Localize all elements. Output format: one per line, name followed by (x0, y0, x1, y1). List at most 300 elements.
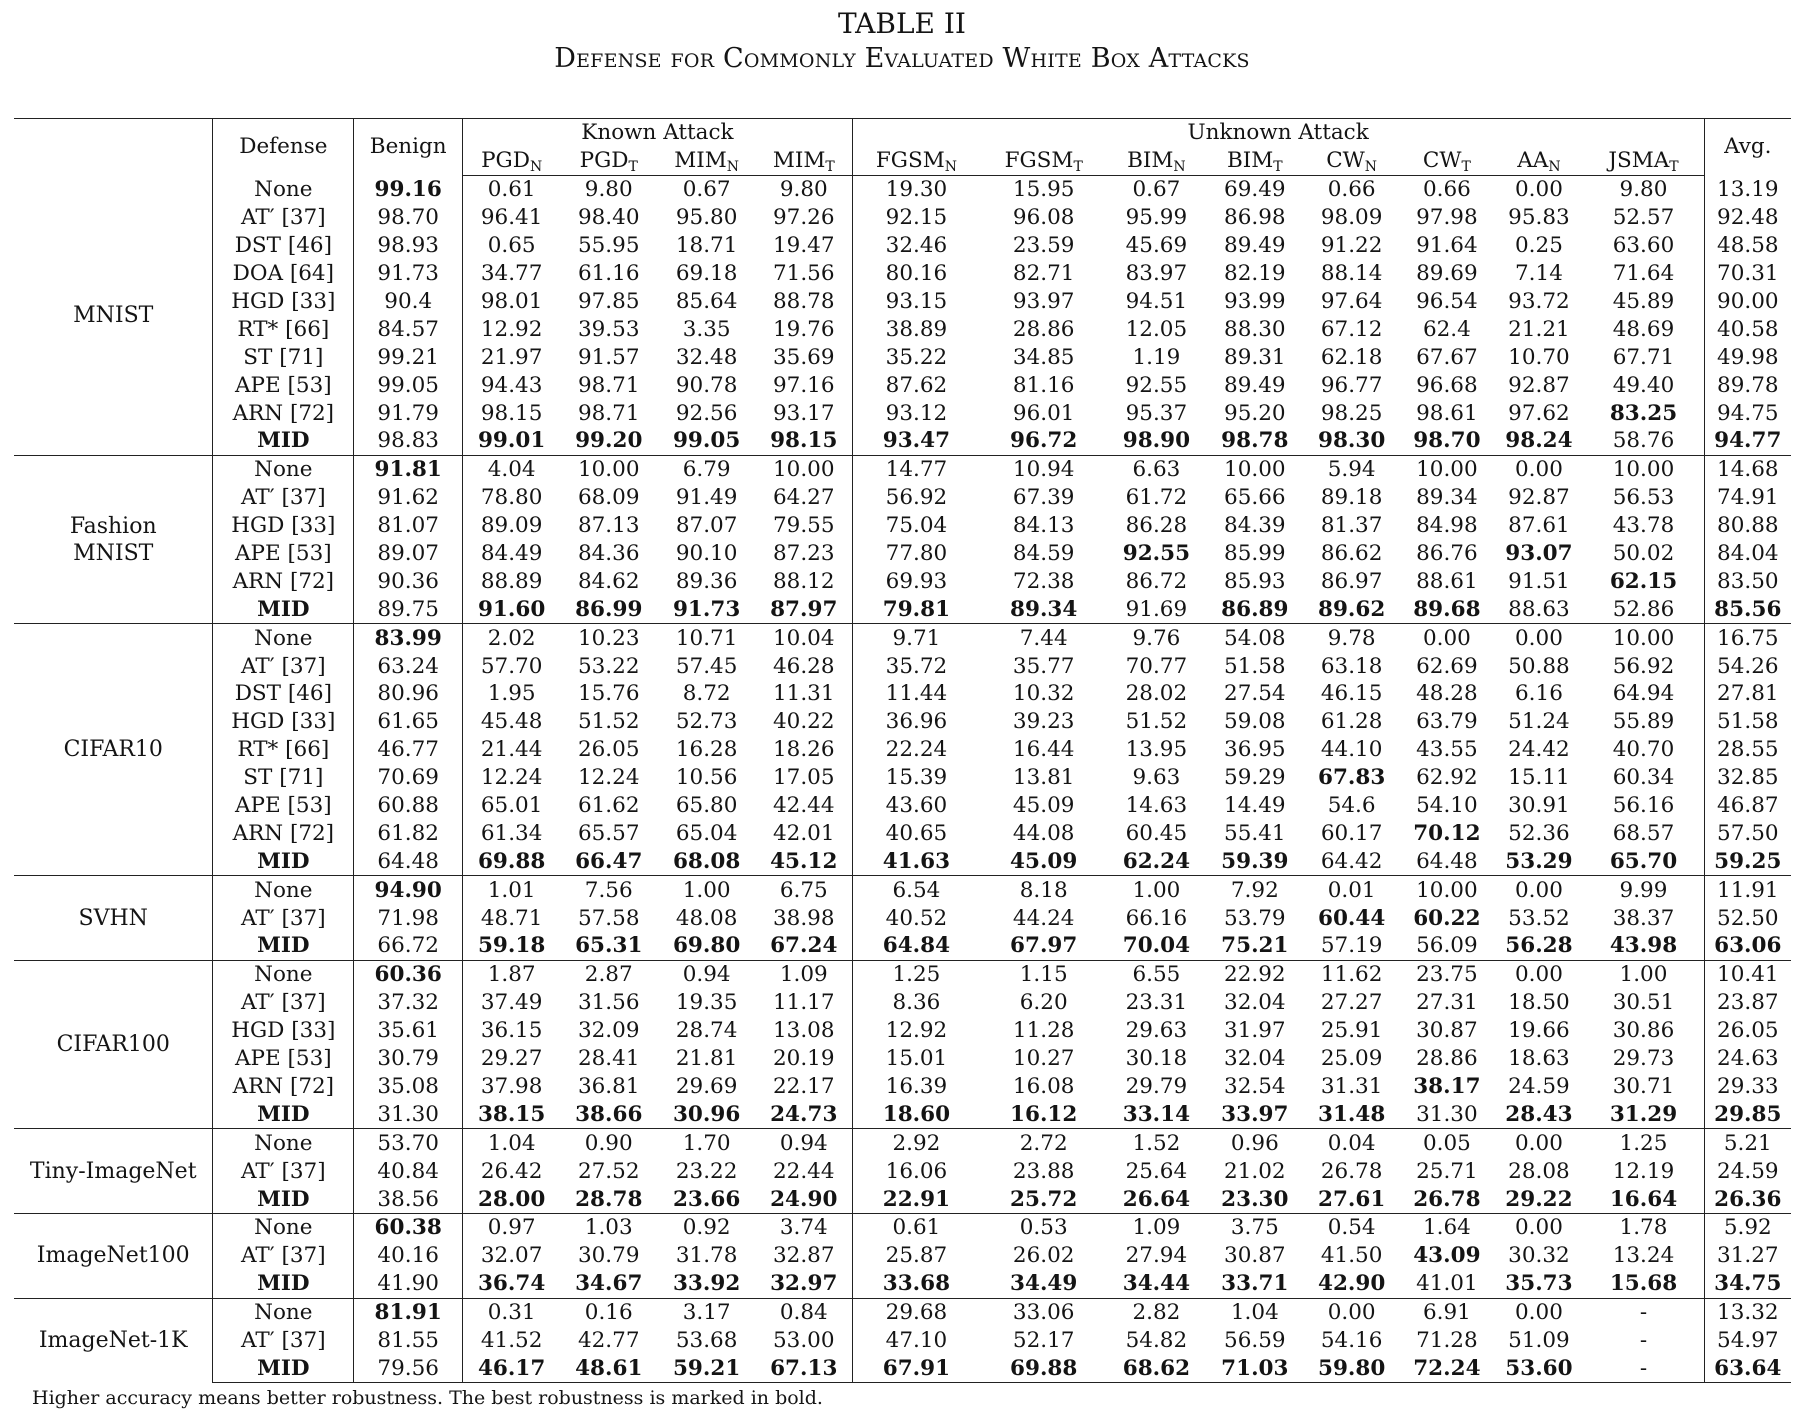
value-cell: 59.21 (657, 1354, 755, 1382)
value-cell: 26.78 (1413, 1186, 1481, 1212)
table-row (14, 371, 1791, 399)
benign-cell: 91.73 (354, 260, 463, 288)
defense-cell: ARN [72] (213, 819, 354, 847)
known-attack-header: Known Attack (463, 119, 852, 148)
defense-cell: None (213, 960, 354, 988)
value-cell: 91.49 (675, 485, 738, 511)
value-cell: 81.37 (1320, 513, 1383, 539)
value-cell: 0.66 (1422, 177, 1471, 203)
value-cell: 44.10 (1320, 737, 1383, 763)
value-cell: 48.08 (675, 905, 738, 931)
results-table-container (14, 118, 1791, 1383)
value-cell: 81.16 (1012, 372, 1075, 398)
value-cell: 0.94 (756, 1129, 852, 1157)
defense-cell: AT′ [37] (213, 1327, 354, 1355)
attack-name: AA (1517, 148, 1549, 173)
value-cell: 86.89 (1221, 596, 1289, 622)
table-row (14, 1213, 1791, 1241)
value-cell: 64.42 (1320, 848, 1383, 874)
benign-cell: 60.88 (354, 792, 463, 820)
value-cell: 11.17 (756, 989, 852, 1017)
value-cell: 60.17 (1320, 820, 1383, 846)
value-cell: - (1583, 1354, 1704, 1382)
value-cell: 0.01 (1304, 876, 1399, 904)
value-cell: 0.61 (487, 177, 536, 203)
value-cell: 51.24 (1508, 709, 1570, 735)
table-subtitle: Defense for Commonly Evaluated White Box Attacks (554, 43, 1250, 74)
defense-cell: ARN [72] (213, 567, 354, 595)
value-cell: 12.05 (1125, 316, 1188, 342)
defense-cell: None (213, 176, 354, 204)
defense-cell: MID (213, 932, 354, 960)
value-cell: 64.94 (1583, 680, 1704, 708)
value-cell: 19.35 (675, 990, 738, 1016)
value-cell: 10.27 (1012, 1046, 1075, 1072)
defense-cell: AT′ [37] (213, 904, 354, 932)
table-row (14, 484, 1791, 512)
value-cell: 56.09 (1416, 933, 1478, 959)
value-cell: 36.96 (885, 709, 948, 735)
value-cell: 33.14 (1122, 1101, 1191, 1127)
value-cell: 52.36 (1508, 820, 1570, 846)
value-cell: 96.68 (1416, 372, 1478, 398)
value-cell: 29.79 (1125, 1073, 1188, 1099)
benign-cell: 81.07 (354, 512, 463, 540)
value-cell: 29.22 (1505, 1186, 1573, 1212)
table-row (14, 847, 1791, 875)
table-row (14, 1073, 1791, 1101)
value-cell: 1.09 (756, 960, 852, 988)
value-cell: 6.16 (1515, 681, 1563, 707)
value-cell: 0.00 (1495, 455, 1584, 483)
value-cell: 9.99 (1583, 876, 1704, 904)
value-cell: 68.57 (1583, 819, 1704, 847)
value-cell: 35.73 (1505, 1271, 1573, 1297)
value-cell: 10.00 (1583, 455, 1704, 483)
value-cell: 3.74 (756, 1213, 852, 1241)
value-cell: 62.18 (1320, 344, 1383, 370)
value-cell: 91.57 (577, 344, 640, 370)
table-row (14, 1045, 1791, 1073)
value-cell: 22.91 (882, 1186, 951, 1212)
value-cell: 10.94 (980, 455, 1107, 483)
value-cell: 40.52 (885, 905, 948, 931)
defense-cell: ST [71] (213, 343, 354, 371)
defense-cell: AT′ [37] (213, 1157, 354, 1185)
value-cell: 1.15 (980, 960, 1107, 988)
table-body (14, 176, 1791, 1383)
value-cell: 93.07 (1505, 541, 1573, 567)
value-cell: 21.02 (1224, 1158, 1286, 1184)
value-cell: 88.30 (1224, 316, 1286, 342)
value-cell: 56.92 (1583, 652, 1704, 680)
value-cell: 13.24 (1583, 1242, 1704, 1270)
value-cell: 34.67 (575, 1271, 643, 1297)
table-row (14, 932, 1791, 960)
value-cell: 97.26 (756, 204, 852, 232)
value-cell: 45.69 (1125, 233, 1188, 259)
value-cell: 86.72 (1125, 568, 1188, 594)
dataset-cell (14, 624, 213, 876)
value-cell: 1.00 (1107, 876, 1205, 904)
value-cell: 53.60 (1495, 1354, 1584, 1382)
table-row (14, 708, 1791, 736)
value-cell: 97.16 (756, 371, 852, 399)
value-cell: 92.55 (1122, 541, 1191, 567)
defense-cell: APE [53] (213, 540, 354, 568)
value-cell: 37.98 (480, 1073, 543, 1099)
dataset-cell (14, 960, 213, 1128)
value-cell: 32.46 (885, 233, 948, 259)
value-cell: 3.35 (682, 316, 731, 342)
avg-cell: 32.85 (1717, 765, 1779, 791)
value-cell: 9.71 (852, 624, 980, 652)
dataset-label: SVHN (78, 905, 148, 931)
defense-cell: APE [53] (213, 371, 354, 399)
value-cell: 48.28 (1416, 681, 1478, 707)
value-cell: 62.15 (1583, 567, 1704, 595)
value-cell: 59.29 (1224, 765, 1286, 791)
defense-header: Defense (213, 119, 354, 176)
value-cell: 13.95 (1125, 737, 1188, 763)
value-cell: 93.12 (885, 400, 948, 426)
avg-cell: 5.92 (1704, 1213, 1791, 1241)
table-row (14, 343, 1791, 371)
value-cell: 67.13 (756, 1354, 852, 1382)
value-cell: 41.52 (480, 1327, 543, 1353)
value-cell: 39.23 (1012, 709, 1075, 735)
value-cell: 10.56 (675, 765, 738, 791)
value-cell: 1.70 (657, 1129, 755, 1157)
benign-cell: 66.72 (354, 932, 463, 960)
value-cell: 11.31 (756, 680, 852, 708)
value-cell: 14.77 (852, 455, 980, 483)
value-cell: 71.56 (756, 260, 852, 288)
value-cell: 53.52 (1508, 905, 1570, 931)
value-cell: 70.04 (1122, 933, 1191, 959)
value-cell: 21.81 (675, 1046, 738, 1072)
value-cell: 28.08 (1508, 1158, 1570, 1184)
value-cell: 89.68 (1413, 596, 1481, 622)
value-cell: 18.71 (675, 233, 738, 259)
value-cell: 10.00 (560, 455, 657, 483)
value-cell: 96.01 (1012, 400, 1075, 426)
value-cell: 2.87 (560, 960, 657, 988)
value-cell: 61.62 (577, 793, 640, 819)
value-cell: 96.41 (480, 205, 543, 231)
value-cell: 65.80 (675, 793, 738, 819)
value-cell: 2.02 (463, 624, 560, 652)
value-cell: 69.93 (885, 568, 948, 594)
value-cell: 86.98 (1224, 205, 1286, 231)
benign-cell: 91.62 (354, 484, 463, 512)
value-cell: 4.04 (463, 455, 560, 483)
avg-cell: 31.27 (1717, 1243, 1779, 1269)
value-cell: 3.17 (657, 1298, 755, 1326)
value-cell: 46.28 (756, 652, 852, 680)
value-cell: 1.87 (463, 960, 560, 988)
value-cell: 1.52 (1107, 1129, 1205, 1157)
value-cell: 84.62 (577, 568, 640, 594)
value-cell: 32.07 (480, 1243, 543, 1269)
value-cell: 57.58 (577, 905, 640, 931)
dataset-cell (14, 876, 213, 961)
value-cell: 98.15 (756, 427, 852, 455)
table-row (14, 764, 1791, 792)
value-cell: 16.39 (885, 1073, 948, 1099)
value-cell: 32.54 (1224, 1073, 1286, 1099)
value-cell: 31.78 (675, 1243, 738, 1269)
value-cell: 17.05 (756, 764, 852, 792)
benign-cell: 98.83 (354, 427, 463, 455)
value-cell: 91.22 (1320, 233, 1383, 259)
value-cell: 28.02 (1125, 681, 1188, 707)
dataset-header (14, 119, 213, 176)
attack-header-pgd-n (463, 147, 560, 176)
value-cell: 38.15 (477, 1101, 546, 1127)
value-cell: 98.71 (577, 372, 640, 398)
value-cell: 9.78 (1304, 624, 1399, 652)
value-cell: 50.02 (1583, 540, 1704, 568)
benign-cell: 41.90 (354, 1270, 463, 1298)
value-cell: 78.80 (480, 485, 543, 511)
value-cell: 61.16 (577, 261, 640, 287)
value-cell: 95.20 (1224, 400, 1286, 426)
table-row (14, 260, 1791, 288)
attack-name: FGSM (1004, 148, 1074, 173)
value-cell: 82.19 (1224, 261, 1286, 287)
value-cell: 62.92 (1416, 765, 1478, 791)
table-row (14, 1354, 1791, 1382)
value-cell: 0.16 (560, 1298, 657, 1326)
table-row (14, 960, 1791, 988)
avg-cell: 10.41 (1704, 960, 1791, 988)
value-cell: 44.24 (1012, 905, 1075, 931)
value-cell: 51.58 (1224, 653, 1286, 679)
value-cell: 45.89 (1583, 288, 1704, 316)
benign-cell: 90.4 (354, 288, 463, 316)
dataset-cell (14, 455, 213, 623)
value-cell: 0.00 (1515, 177, 1563, 203)
value-cell: 29.73 (1583, 1045, 1704, 1073)
benign-cell: 40.84 (354, 1157, 463, 1185)
value-cell: 75.04 (885, 513, 948, 539)
value-cell: 64.48 (1416, 848, 1478, 874)
value-cell: 87.13 (577, 513, 640, 539)
table-row (14, 1100, 1791, 1128)
value-cell: 51.52 (1125, 709, 1188, 735)
defense-cell: None (213, 1213, 354, 1241)
benign-cell: 63.24 (354, 652, 463, 680)
value-cell: 97.64 (1320, 289, 1383, 314)
value-cell: 16.28 (675, 737, 738, 763)
value-cell: 60.45 (1125, 820, 1188, 846)
avg-cell: 14.68 (1704, 455, 1791, 483)
value-cell: 23.88 (1012, 1158, 1075, 1184)
value-cell: 57.70 (480, 653, 543, 679)
value-cell: 69.80 (672, 933, 741, 959)
defense-cell: None (213, 1298, 354, 1326)
value-cell: 12.24 (577, 765, 640, 791)
value-cell: 26.64 (1122, 1186, 1191, 1212)
value-cell: 6.91 (1399, 1298, 1494, 1326)
value-cell: 36.15 (480, 1018, 543, 1044)
defense-cell: DOA [64] (213, 260, 354, 288)
value-cell: 91.73 (672, 596, 741, 622)
value-cell: 35.22 (885, 344, 948, 370)
defense-cell: None (213, 624, 354, 652)
benign-cell: 40.16 (354, 1242, 463, 1270)
value-cell: 62.4 (1422, 316, 1471, 342)
value-cell: 65.04 (675, 820, 738, 846)
value-cell: 45.09 (1010, 848, 1078, 874)
value-cell: 21.97 (480, 344, 543, 370)
avg-cell: 26.05 (1717, 1018, 1779, 1044)
value-cell: - (1583, 1298, 1704, 1326)
value-cell: 0.00 (1304, 1298, 1399, 1326)
value-cell: 71.64 (1583, 260, 1704, 288)
footnote: Higher accuracy means better robustness. The best robustness is marked in bold. (32, 1387, 823, 1409)
value-cell: 93.99 (1224, 289, 1286, 314)
defense-cell: AT′ [37] (213, 1242, 354, 1270)
avg-cell: 51.58 (1717, 709, 1779, 735)
value-cell: 56.28 (1505, 933, 1573, 959)
value-cell: 85.99 (1224, 541, 1286, 567)
value-cell: 98.71 (577, 400, 640, 426)
value-cell: 65.57 (577, 820, 640, 846)
value-cell: 27.52 (577, 1158, 640, 1184)
value-cell: 9.80 (1583, 176, 1704, 204)
table-row (14, 427, 1791, 455)
value-cell: 96.77 (1320, 372, 1383, 398)
value-cell: 28.78 (575, 1186, 643, 1212)
value-cell: 86.99 (575, 596, 643, 622)
attack-subscript: T (1273, 159, 1283, 175)
value-cell: 19.47 (756, 232, 852, 260)
benign-cell: 37.32 (354, 989, 463, 1017)
attack-subscript: T (628, 159, 638, 175)
value-cell: 37.49 (480, 990, 543, 1016)
value-cell: 33.68 (882, 1271, 951, 1297)
value-cell: 83.97 (1125, 261, 1188, 287)
value-cell: 23.75 (1399, 960, 1494, 988)
value-cell: 31.31 (1320, 1073, 1383, 1099)
value-cell: 46.17 (463, 1354, 560, 1382)
value-cell: 67.83 (1317, 765, 1386, 791)
value-cell: 84.98 (1416, 513, 1478, 539)
value-cell: 2.72 (980, 1129, 1107, 1157)
attack-subscript: N (726, 159, 740, 175)
value-cell: 95.99 (1125, 205, 1188, 231)
table-row (14, 315, 1791, 343)
benign-cell: 91.79 (354, 399, 463, 427)
value-cell: 33.97 (1221, 1101, 1289, 1127)
benign-cell: 84.57 (354, 315, 463, 343)
avg-cell: 54.26 (1717, 653, 1779, 679)
value-cell: 21.21 (1508, 316, 1570, 342)
value-cell: 55.41 (1224, 820, 1286, 846)
value-cell: 52.73 (675, 709, 738, 735)
attack-header-bim-n (1107, 147, 1205, 176)
value-cell: 30.91 (1508, 793, 1570, 819)
avg-cell: 24.59 (1717, 1158, 1779, 1184)
value-cell: 88.78 (756, 288, 852, 316)
value-cell: 40.70 (1583, 736, 1704, 764)
value-cell: 10.00 (756, 455, 852, 483)
value-cell: 47.10 (885, 1327, 948, 1353)
value-cell: 61.72 (1125, 485, 1188, 511)
defense-cell: MID (213, 427, 354, 455)
value-cell: 26.78 (1320, 1158, 1383, 1184)
value-cell: 1.04 (463, 1129, 560, 1157)
value-cell: 29.69 (675, 1073, 738, 1099)
value-cell: 94.43 (480, 372, 543, 398)
dataset-label: ImageNet-1K (38, 1328, 188, 1354)
value-cell: 62.69 (1416, 653, 1478, 679)
value-cell: 93.15 (885, 289, 948, 314)
unknown-attack-header: Unknown Attack (852, 119, 1704, 148)
value-cell: 56.53 (1583, 484, 1704, 512)
value-cell: 13.81 (1012, 765, 1075, 791)
value-cell: 82.71 (1012, 261, 1075, 287)
value-cell: 84.39 (1224, 513, 1286, 539)
value-cell: 87.62 (885, 372, 948, 398)
value-cell: 58.76 (1583, 427, 1704, 455)
attack-subscript: T (1669, 159, 1679, 175)
benign-cell: 99.05 (354, 371, 463, 399)
value-cell: 32.04 (1224, 1046, 1286, 1072)
value-cell: 96.08 (1012, 205, 1075, 231)
value-cell: 6.20 (1019, 990, 1068, 1016)
value-cell: 48.71 (480, 905, 543, 931)
attack-header-mim-t (756, 147, 852, 176)
value-cell: 31.56 (577, 990, 640, 1016)
value-cell: 9.63 (1132, 765, 1181, 791)
value-cell: 89.49 (1224, 372, 1286, 398)
value-cell: 43.78 (1583, 512, 1704, 540)
avg-cell: 26.36 (1714, 1186, 1782, 1212)
value-cell: 48.69 (1583, 315, 1704, 343)
value-cell: 0.66 (1327, 177, 1376, 203)
value-cell: 53.22 (577, 653, 640, 679)
value-cell: 27.61 (1317, 1186, 1386, 1212)
attack-name: BIM (1127, 148, 1174, 173)
value-cell: 56.59 (1224, 1327, 1286, 1353)
value-cell: 86.76 (1416, 541, 1478, 567)
value-cell: 36.81 (577, 1073, 640, 1099)
value-cell: 6.79 (657, 455, 755, 483)
value-cell: 98.90 (1122, 428, 1191, 454)
avg-cell: 48.58 (1717, 233, 1779, 259)
value-cell: 10.00 (1206, 455, 1304, 483)
value-cell: 92.87 (1508, 372, 1570, 398)
value-cell: 94.51 (1125, 289, 1188, 314)
table-row (14, 204, 1791, 232)
value-cell: 77.80 (885, 541, 948, 567)
value-cell: 0.05 (1399, 1129, 1494, 1157)
avg-cell: 5.21 (1704, 1129, 1791, 1157)
value-cell: 33.92 (672, 1271, 741, 1297)
value-cell: 0.53 (980, 1213, 1107, 1241)
attack-name: CW (1422, 148, 1462, 173)
value-cell: 49.40 (1583, 371, 1704, 399)
value-cell: 43.60 (885, 793, 948, 819)
defense-cell: HGD [33] (213, 288, 354, 316)
value-cell: 16.12 (1010, 1101, 1078, 1127)
value-cell: 27.27 (1320, 990, 1383, 1016)
value-cell: 86.97 (1320, 568, 1383, 594)
table-row (14, 455, 1791, 483)
